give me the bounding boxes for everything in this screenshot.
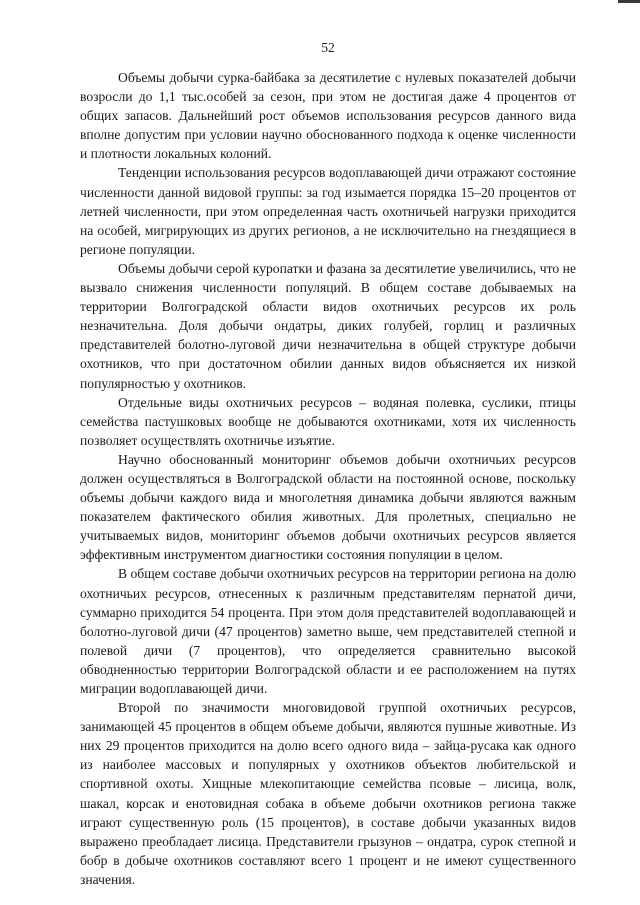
scan-corner-mark [618, 0, 640, 3]
paragraph-marmot-harvest: Объемы добычи сурка-байбака за десятилетие с нулевых показателей добычи возросли до 1,1 тыс.особей за сезон, при этом не достигая даже 4 процентов от общих запасов. Дальнейший рост объемов использования ресурсов данного вида вполне допустим при условии научно обоснованного подхода к оценке численности и плотности локальных колоний. [80, 70, 576, 162]
page-number: 52 [321, 40, 335, 55]
paragraph-feathered-game-share: В общем составе добычи охотничьих ресурсов на территории региона на долю охотничьих ресурсов, отнесенных к различным представителям пернатой дичи, суммарно приходится 54 процента. При этом доля представителей водоплавающей и болотно-луговой дичи (47 процентов) заметно выше, чем представителей степной и полевой дичи (7 процентов), что определяется сравнительно высокой обводненностью территории Волгоградской области и ее расположением на путях миграции водоплавающей дичи. [80, 566, 576, 696]
body-text [80, 68, 576, 889]
paragraph-waterfowl-trends: Тенденции использования ресурсов водоплавающей дичи отражают состояние численности данной видовой группы: за год изымается порядка 15–20 процентов от летней численности, при этом определенная часть охотничьей нагрузки приходится на особей, мигрирующих из других регионов, а не исключительно на гнездящиеся в регионе популяции. [80, 165, 576, 257]
paragraph-partridge-pheasant: Объемы добычи серой куропатки и фазана за десятилетие увеличились, что не вызвало снижения численности популяций. В общем составе добываемых на территории Волгоградской области видов охотничьих ресурсов их роль незначительна. Доля добычи ондатры, диких голубей, горлиц и различных представителей болотно-луговой дичи незначительна в общей структуре добычи охотников, что при достаточном обилии данных видов объясняется их низкой популярностью у охотников. [80, 260, 576, 391]
paragraph-fur-animals: Второй по значимости многовидовой группой охотничьих ресурсов, занимающей 45 процентов в общем объеме добычи, являются пушные животные. Из них 29 процентов приходится на долю всего одного вида – зайца-русака как одного из наиболее массовых и популярных у охотников объектов любительской и спортивной охоты. Хищные млекопитающие семейства псовые – лисица, волк, шакал, корсак и енотовидная собака в объеме добычи охотников региона также играют существенную роль (15 процентов), в составе добычи указанных видов выражено преобладает лисица. Представители грызунов – ондатра, сурок степной и бобр в добыче охотников составляют всего 1 процент и не имеют существенного значения. [80, 700, 576, 887]
paragraph-monitoring: Научно обоснованный мониторинг объемов добычи охотничьих ресурсов должен осуществляться в Волгоградской области на постоянной основе, поскольку объемы добычи каждого вида и многолетняя динамика добычи являются важным показателем фактического обилия животных. Для пролетных, специально не учитываемых видов, мониторинг объемов добычи охотничьих ресурсов является эффективным инструментом диагностики состояния популяции в целом. [80, 451, 576, 563]
paragraph-unhunted-species: Отдельные виды охотничьих ресурсов – водяная полевка, суслики, птицы семейства пастушковых вообще не добываются охотниками, хотя их численность позволяет осуществлять охотничье изъятие. [80, 394, 576, 448]
